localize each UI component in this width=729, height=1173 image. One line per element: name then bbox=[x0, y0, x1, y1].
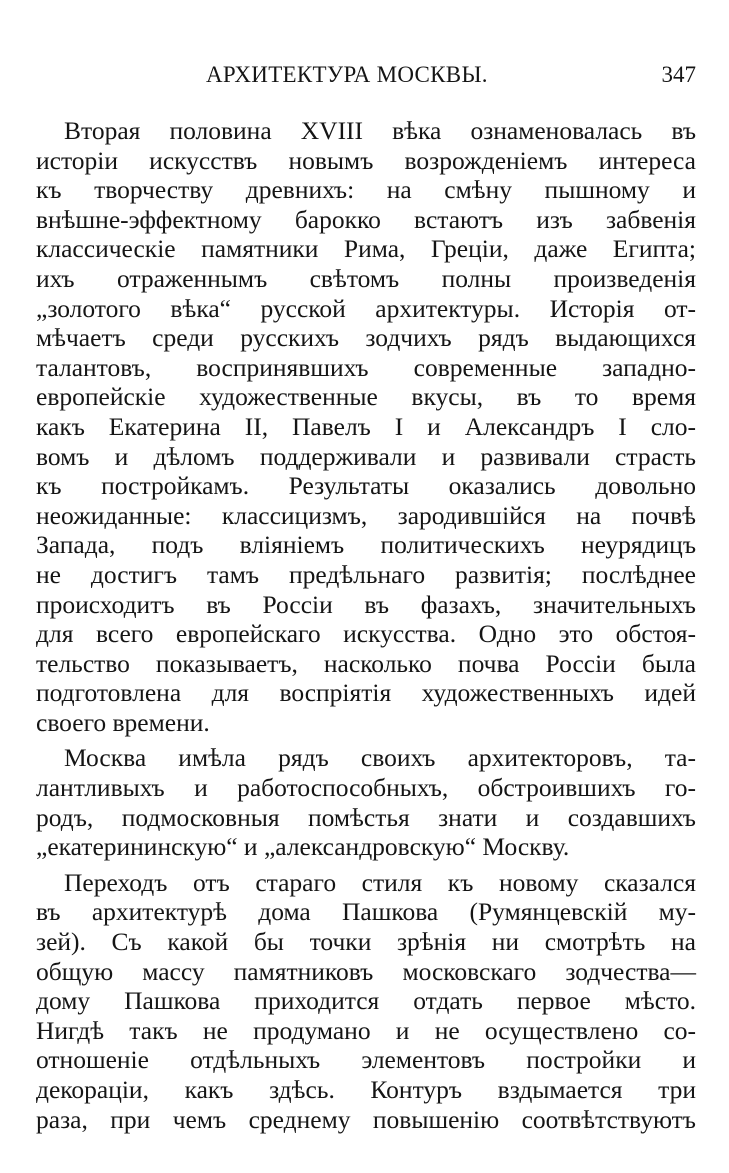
text-line: исторіи искусствъ новымъ возрожденіемъ интереса bbox=[36, 145, 696, 175]
text-line: въ архитектурѣ дома Пашкова (Румянцевскій му- bbox=[36, 897, 696, 927]
paragraph bbox=[36, 743, 696, 861]
text-line: для всего европейскаго искусства. Одно это обстоя- bbox=[36, 619, 696, 649]
text-line: вомъ и дѣломъ поддерживали и развивали страсть bbox=[36, 441, 696, 471]
text-line: мѣчаетъ среди русскихъ зодчихъ рядъ выдающихся bbox=[36, 323, 696, 353]
body-text bbox=[36, 116, 696, 1134]
text-line: неожиданные: классицизмъ, зародившійся на почвѣ bbox=[36, 500, 696, 530]
text-line: ихъ отраженнымъ свѣтомъ полны произведенія bbox=[36, 263, 696, 293]
paragraph bbox=[36, 868, 696, 1134]
text-line: своего времени. bbox=[36, 707, 210, 737]
text-line: раза, при чемъ среднему повышенію соотвѣтствуютъ bbox=[36, 1104, 696, 1134]
text-line: какъ Екатерина II, Павелъ I и Александръ I сло- bbox=[36, 411, 696, 441]
text-line: тельство показываетъ, насколько почва Россіи была bbox=[36, 648, 696, 678]
text-line: „золотого вѣка“ русской архитектуры. Исторія от- bbox=[36, 293, 696, 323]
running-title: АРХИТЕКТУРА МОСКВЫ. bbox=[206, 62, 488, 87]
text-line: классическіе памятники Рима, Греціи, даже Египта; bbox=[36, 234, 696, 264]
text-line: „екатерининскую“ и „александровскую“ Москву. bbox=[36, 832, 570, 862]
text-line: общую массу памятниковъ московскаго зодчества— bbox=[36, 956, 696, 986]
book-page bbox=[36, 56, 696, 1140]
text-line: европейскіе художественные вкусы, въ то время bbox=[36, 382, 696, 412]
text-line: зей). Съ какой бы точки зрѣнія ни смотрѣть на bbox=[36, 927, 696, 957]
page-number: 347 bbox=[661, 62, 696, 87]
text-line: отношеніе отдѣльныхъ элементовъ постройки и bbox=[36, 1045, 696, 1075]
text-line: къ постройкамъ. Результаты оказались довольно bbox=[36, 471, 696, 501]
text-line: происходитъ въ Россіи въ фазахъ, значительныхъ bbox=[36, 589, 696, 619]
text-line: внѣшне-эффектному барокко встаютъ изъ забвенія bbox=[36, 204, 696, 234]
text-line: Москва имѣла рядъ своихъ архитекторовъ, та- bbox=[64, 743, 696, 773]
text-line: декораціи, какъ здѣсь. Контуръ вздымается три bbox=[36, 1075, 696, 1104]
text-line: Нигдѣ такъ не продумано и не осуществлено со- bbox=[36, 1015, 696, 1045]
text-line: талантовъ, воспринявшихъ современные западно- bbox=[36, 352, 696, 382]
text-line: лантливыхъ и работоспособныхъ, обстроившихъ го- bbox=[36, 773, 696, 803]
text-line: не достигъ тамъ предѣльнаго развитія; послѣднее bbox=[36, 559, 696, 589]
page-header bbox=[36, 56, 696, 96]
paragraph bbox=[36, 116, 696, 737]
text-line: подготовлена для воспріятія художественныхъ идей bbox=[36, 678, 696, 708]
text-line: родъ, подмосковныя помѣстья знати и создавшихъ bbox=[36, 802, 696, 832]
text-line: Запада, подъ вліяніемъ политическихъ неурядицъ bbox=[36, 530, 696, 560]
text-line: дому Пашкова приходится отдать первое мѣсто. bbox=[36, 986, 696, 1016]
text-line: Переходъ отъ стараго стиля къ новому сказался bbox=[64, 867, 696, 897]
text-line: Вторая половина XVIII вѣка ознаменовалась въ bbox=[64, 116, 696, 145]
text-line: къ творчеству древнихъ: на смѣну пышному и bbox=[36, 175, 696, 205]
